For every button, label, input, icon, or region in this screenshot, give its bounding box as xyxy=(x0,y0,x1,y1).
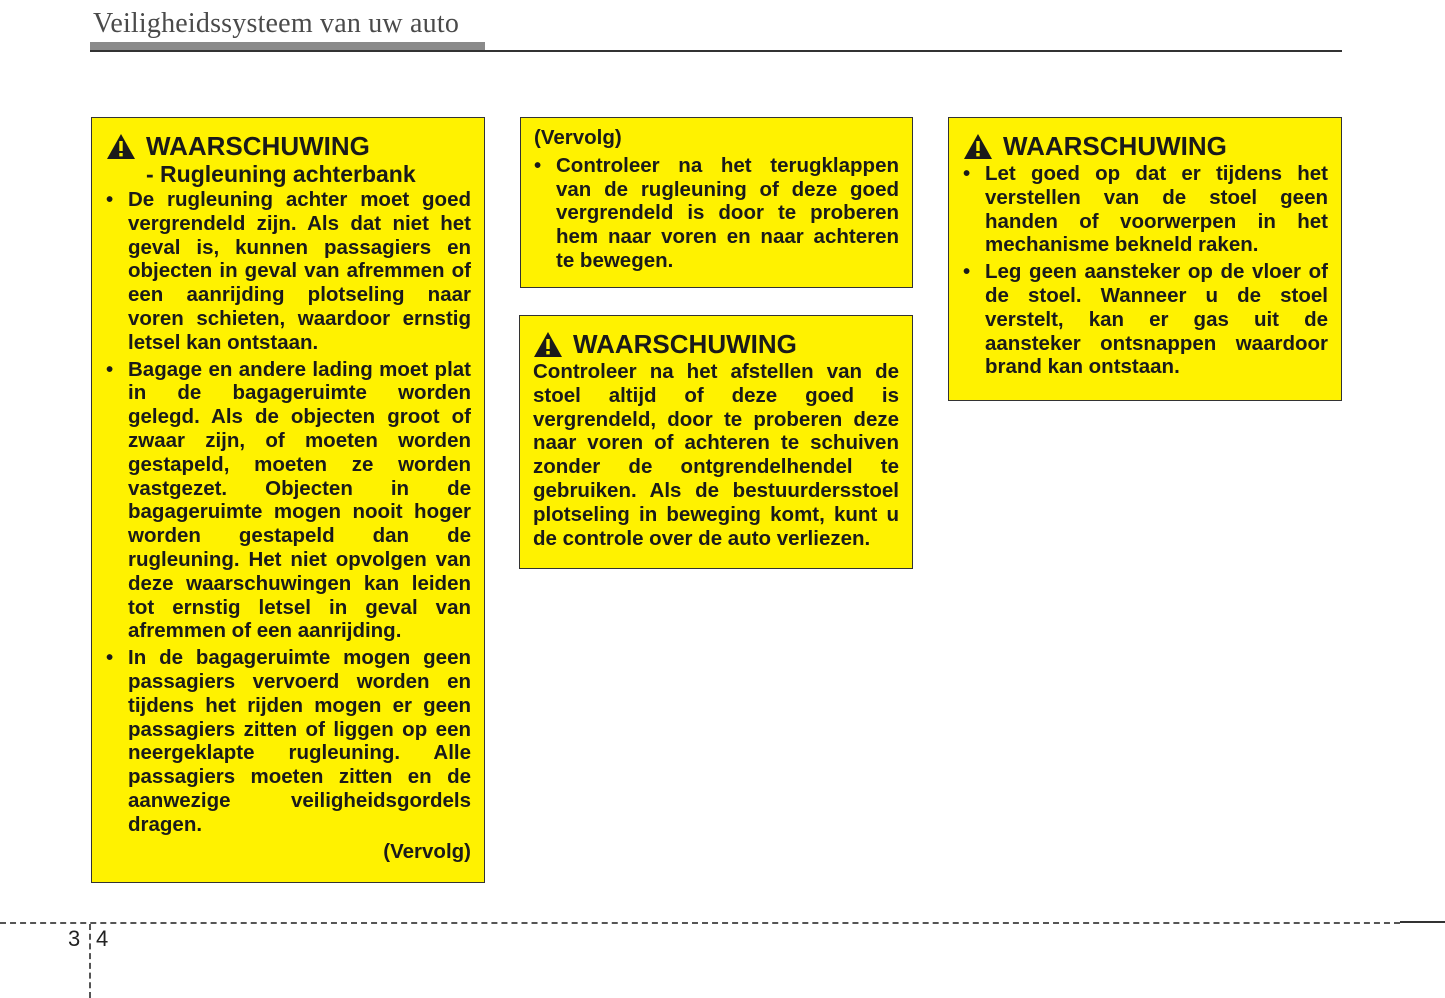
warning-box-stoel xyxy=(519,315,913,569)
continued-label: (Vervolg) xyxy=(383,839,471,863)
footer-solid-rule xyxy=(1400,921,1445,923)
footer-dashed-rule xyxy=(0,922,1400,924)
warning-bullet-list xyxy=(534,154,899,273)
warning-bullet-list xyxy=(963,162,1328,379)
warning-heading xyxy=(963,132,1328,160)
warning-triangle-icon xyxy=(963,133,993,160)
warning-text: Controleer na het afstellen van de stoel altijd of deze goed is vergrendeld, door te proberen deze naar voren of achteren te schuiven zonder de ontgrendelhendel te gebruiken. Als de bestuurdersstoel plotseling in beweging komt, kunt u de controle over de auto verliezen. xyxy=(533,360,899,550)
bullet-item: • Bagage en andere lading moet plat in de bagageruimte worden gelegd. Als de objecten groot of zwaar zijn, of moeten worden gestapeld, moeten ze worden vastgezet. Objecten in de bagageruimte mogen nooit hoger worden gestapeld dan de rugleuning. Het niet opvolgen van deze waarschuwingen kan leiden tot ernstig letsel in geval van afremmen of een aanrijding. xyxy=(106,358,471,644)
continued-box xyxy=(520,117,913,288)
warning-title: WAARSCHUWING xyxy=(573,329,797,359)
warning-bullet-list xyxy=(106,188,471,837)
bullet-item: • Controleer na het terugklappen van de rugleuning of deze goed vergrendeld is door te proberen hem naar voren en naar achteren te bewegen. xyxy=(534,154,899,273)
warning-title: WAARSCHUWING xyxy=(146,131,370,161)
continued-label: (Vervolg) xyxy=(534,126,622,149)
warning-triangle-icon xyxy=(533,331,563,358)
warning-heading xyxy=(106,132,471,160)
chapter-number: 3 xyxy=(68,926,81,951)
bullet-item: • Let goed op dat er tijdens het verstellen van de stoel geen handen of voorwerpen in het mechanisme bekneld raken. xyxy=(963,162,1328,257)
bullet-item: • Leg geen aansteker op de vloer of de stoel. Wanneer u de stoel verstelt, kan er gas uit de aansteker ontsnappen waardoor brand kan ontstaan. xyxy=(963,260,1328,379)
bullet-item: • In de bagageruimte mogen geen passagiers vervoerd worden en tijdens het rijden mogen er geen passagiers zitten of liggen op een neergeklapte rugleuning. Alle passagiers moeten zitten en de aanwezige veiligheidsgordels dragen. xyxy=(106,646,471,836)
warning-heading xyxy=(533,330,899,358)
page-header-title: Veiligheidssysteem van uw auto xyxy=(93,8,460,39)
warning-box-mechanisme xyxy=(948,117,1342,401)
warning-box-rugleuning xyxy=(91,117,485,883)
warning-triangle-icon xyxy=(106,133,136,160)
footer-vertical-divider xyxy=(89,924,91,998)
bullet-item: • De rugleuning achter moet goed vergrendeld zijn. Als dat niet het geval is, kunnen passagiers en objecten in geval van afremmen of een aanrijding plotseling naar voren schieten, waardoor ernstig letsel kan ontstaan. xyxy=(106,188,471,355)
page-number: 4 xyxy=(96,926,109,951)
header-rule xyxy=(90,50,1342,52)
warning-title: WAARSCHUWING xyxy=(1003,131,1227,161)
warning-subtitle: - Rugleuning achterbank xyxy=(146,161,416,187)
